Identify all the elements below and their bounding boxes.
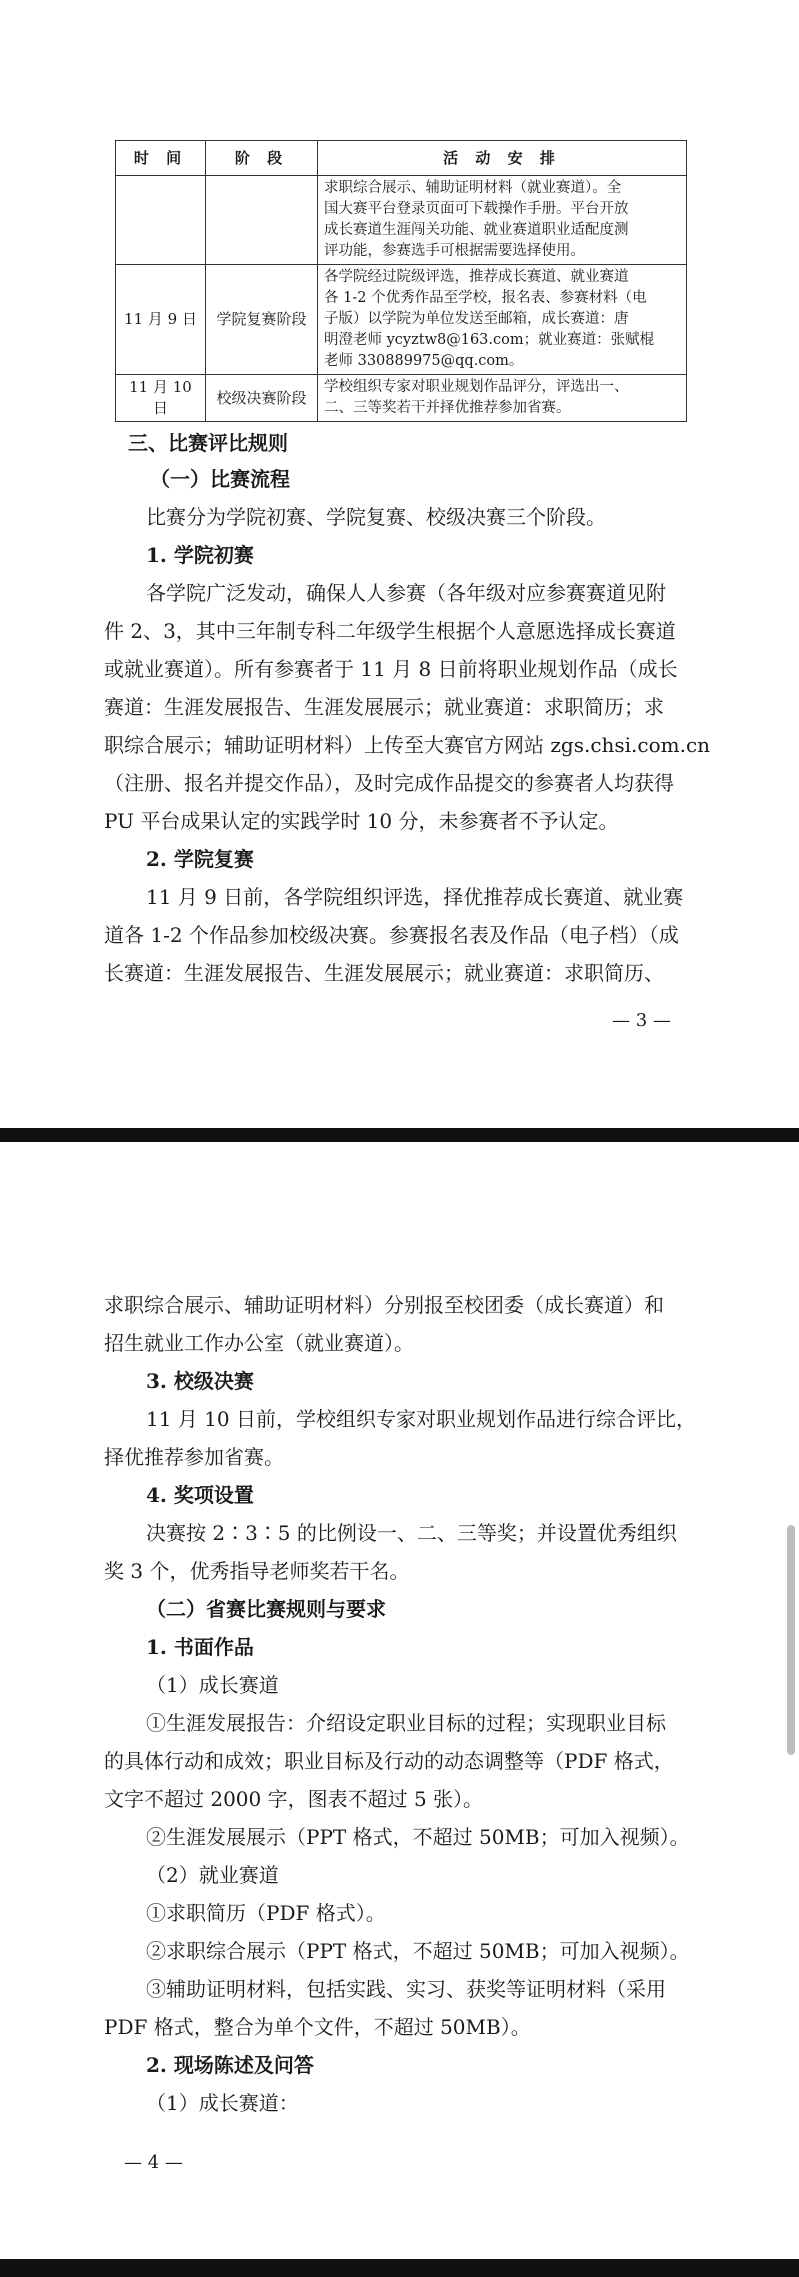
cell-line: 评功能，参赛选手可根据需要选择使用。 <box>324 243 585 259</box>
table-row <box>116 265 687 375</box>
subsection-heading: （二）省赛比赛规则与要求 <box>146 1597 386 1621</box>
paragraph-line: （1）成长赛道： <box>146 2091 299 2115</box>
table-header-time: 时 间 <box>116 141 206 176</box>
paragraph-line: 道各 1-2 个作品参加校级决赛。参赛报名表及作品（电子档）（成 <box>104 923 679 947</box>
table-cell-activity <box>318 265 687 375</box>
page-separator <box>0 1128 799 1142</box>
cell-line: 国大赛平台登录页面可下载操作手册。平台开放 <box>324 201 629 217</box>
subsection-heading: （一）比赛流程 <box>150 467 290 491</box>
item-heading: 1. 书面作品 <box>146 1635 254 1659</box>
table-cell-time: 11 月 9 日 <box>116 265 206 375</box>
cell-line: 求职综合展示、辅助证明材料（就业赛道）。全 <box>324 180 622 196</box>
item-heading: 2. 现场陈述及问答 <box>146 2053 314 2077</box>
schedule-table <box>115 140 687 422</box>
document-page-4 <box>0 1142 799 2259</box>
paragraph-line: 长赛道：生涯发展报告、生涯发展展示；就业赛道：求职简历、 <box>104 961 664 985</box>
paragraph-line: 比赛分为学院初赛、学院复赛、校级决赛三个阶段。 <box>146 505 606 529</box>
cell-line: 子版）以学院为单位发送至邮箱，成长赛道：唐 <box>324 311 629 327</box>
item-heading: 4. 奖项设置 <box>146 1483 254 1507</box>
cell-line: 成长赛道生涯闯关功能、就业赛道职业适配度测 <box>324 222 629 238</box>
paragraph-line: ②求职综合展示（PPT 格式，不超过 50MB；可加入视频）。 <box>146 1939 690 1963</box>
item-heading: 1. 学院初赛 <box>146 543 254 567</box>
page-number: — 3 — <box>612 1010 671 1031</box>
vertical-scrollbar[interactable] <box>787 1525 795 1755</box>
paragraph-line: （注册、报名并提交作品），及时完成作品提交的参赛者人均获得 <box>104 771 674 795</box>
table-cell-time: 11 月 10 日 <box>116 375 206 422</box>
cell-line: 各 1-2 个优秀作品至学校，报名表、参赛材料（电 <box>324 290 647 306</box>
paragraph-line: 决赛按 2∶3∶5 的比例设一、二、三等奖；并设置优秀组织 <box>146 1521 677 1545</box>
paragraph-line: ①求职简历（PDF 格式）。 <box>146 1901 386 1925</box>
paragraph-line: （2）就业赛道 <box>146 1863 279 1887</box>
cell-line: 二、三等奖若干并择优推荐参加省赛。 <box>324 400 571 416</box>
paragraph-line: ③辅助证明材料，包括实践、实习、获奖等证明材料（采用 <box>146 1977 666 2001</box>
paragraph-line: PDF 格式，整合为单个文件，不超过 50MB）。 <box>104 2015 531 2039</box>
cell-line: 明澄老师 ycyztw8@163.com；就业赛道：张赋棍 <box>324 332 655 348</box>
paragraph-line: 11 月 9 日前，各学院组织评选，择优推荐成长赛道、就业赛 <box>146 885 684 909</box>
paragraph-line: ②生涯发展展示（PPT 格式，不超过 50MB；可加入视频）。 <box>146 1825 690 1849</box>
page-separator <box>0 2259 799 2277</box>
table-cell-time <box>116 176 206 265</box>
item-heading: 2. 学院复赛 <box>146 847 254 871</box>
cell-line: 老师 330889975@qq.com。 <box>324 353 524 369</box>
table-cell-stage: 校级决赛阶段 <box>206 375 318 422</box>
table-header-activity: 活 动 安 排 <box>318 141 687 176</box>
section-heading: 三、比赛评比规则 <box>128 431 288 455</box>
paragraph-line: 择优推荐参加省赛。 <box>104 1445 284 1469</box>
paragraph-line: 或就业赛道）。所有参赛者于 11 月 8 日前将职业规划作品（成长 <box>104 657 678 681</box>
paragraph-line: 职综合展示；辅助证明材料）上传至大赛官方网站 zgs.chsi.com.cn <box>104 733 711 757</box>
paragraph-line: ①生涯发展报告：介绍设定职业目标的过程；实现职业目标 <box>146 1711 666 1735</box>
paragraph-line: 招生就业工作办公室（就业赛道）。 <box>104 1331 414 1355</box>
cell-line: 学校组织专家对职业规划作品评分，评选出一、 <box>324 379 629 395</box>
table-header-stage: 阶 段 <box>206 141 318 176</box>
table-row <box>116 176 687 265</box>
cell-line: 各学院经过院级评选，推荐成长赛道、就业赛道 <box>324 269 629 285</box>
document-page-3 <box>0 0 799 1128</box>
paragraph-line: 各学院广泛发动，确保人人参赛（各年级对应参赛赛道见附 <box>146 581 666 605</box>
paragraph-line: PU 平台成果认定的实践学时 10 分，未参赛者不予认定。 <box>104 809 619 833</box>
paragraph-line: 赛道：生涯发展报告、生涯发展展示；就业赛道：求职简历；求 <box>104 695 664 719</box>
paragraph-line: 求职综合展示、辅助证明材料）分别报至校团委（成长赛道）和 <box>104 1293 664 1317</box>
paragraph-line: 11 月 10 日前，学校组织专家对职业规划作品进行综合评比， <box>146 1407 696 1431</box>
table-cell-stage <box>206 176 318 265</box>
paragraph-line: 的具体行动和成效；职业目标及行动的动态调整等（PDF 格式， <box>104 1749 674 1773</box>
table-cell-activity <box>318 176 687 265</box>
table-header-row <box>116 141 687 176</box>
table-row <box>116 375 687 422</box>
paragraph-line: 文字不超过 2000 字，图表不超过 5 张）。 <box>104 1787 484 1811</box>
table-cell-activity <box>318 375 687 422</box>
paragraph-line: （1）成长赛道 <box>146 1673 279 1697</box>
paragraph-line: 奖 3 个，优秀指导老师奖若干名。 <box>104 1559 410 1583</box>
page-number: — 4 — <box>124 2152 183 2173</box>
paragraph-line: 件 2、3，其中三年制专科二年级学生根据个人意愿选择成长赛道 <box>104 619 676 643</box>
item-heading: 3. 校级决赛 <box>146 1369 254 1393</box>
table-cell-stage: 学院复赛阶段 <box>206 265 318 375</box>
